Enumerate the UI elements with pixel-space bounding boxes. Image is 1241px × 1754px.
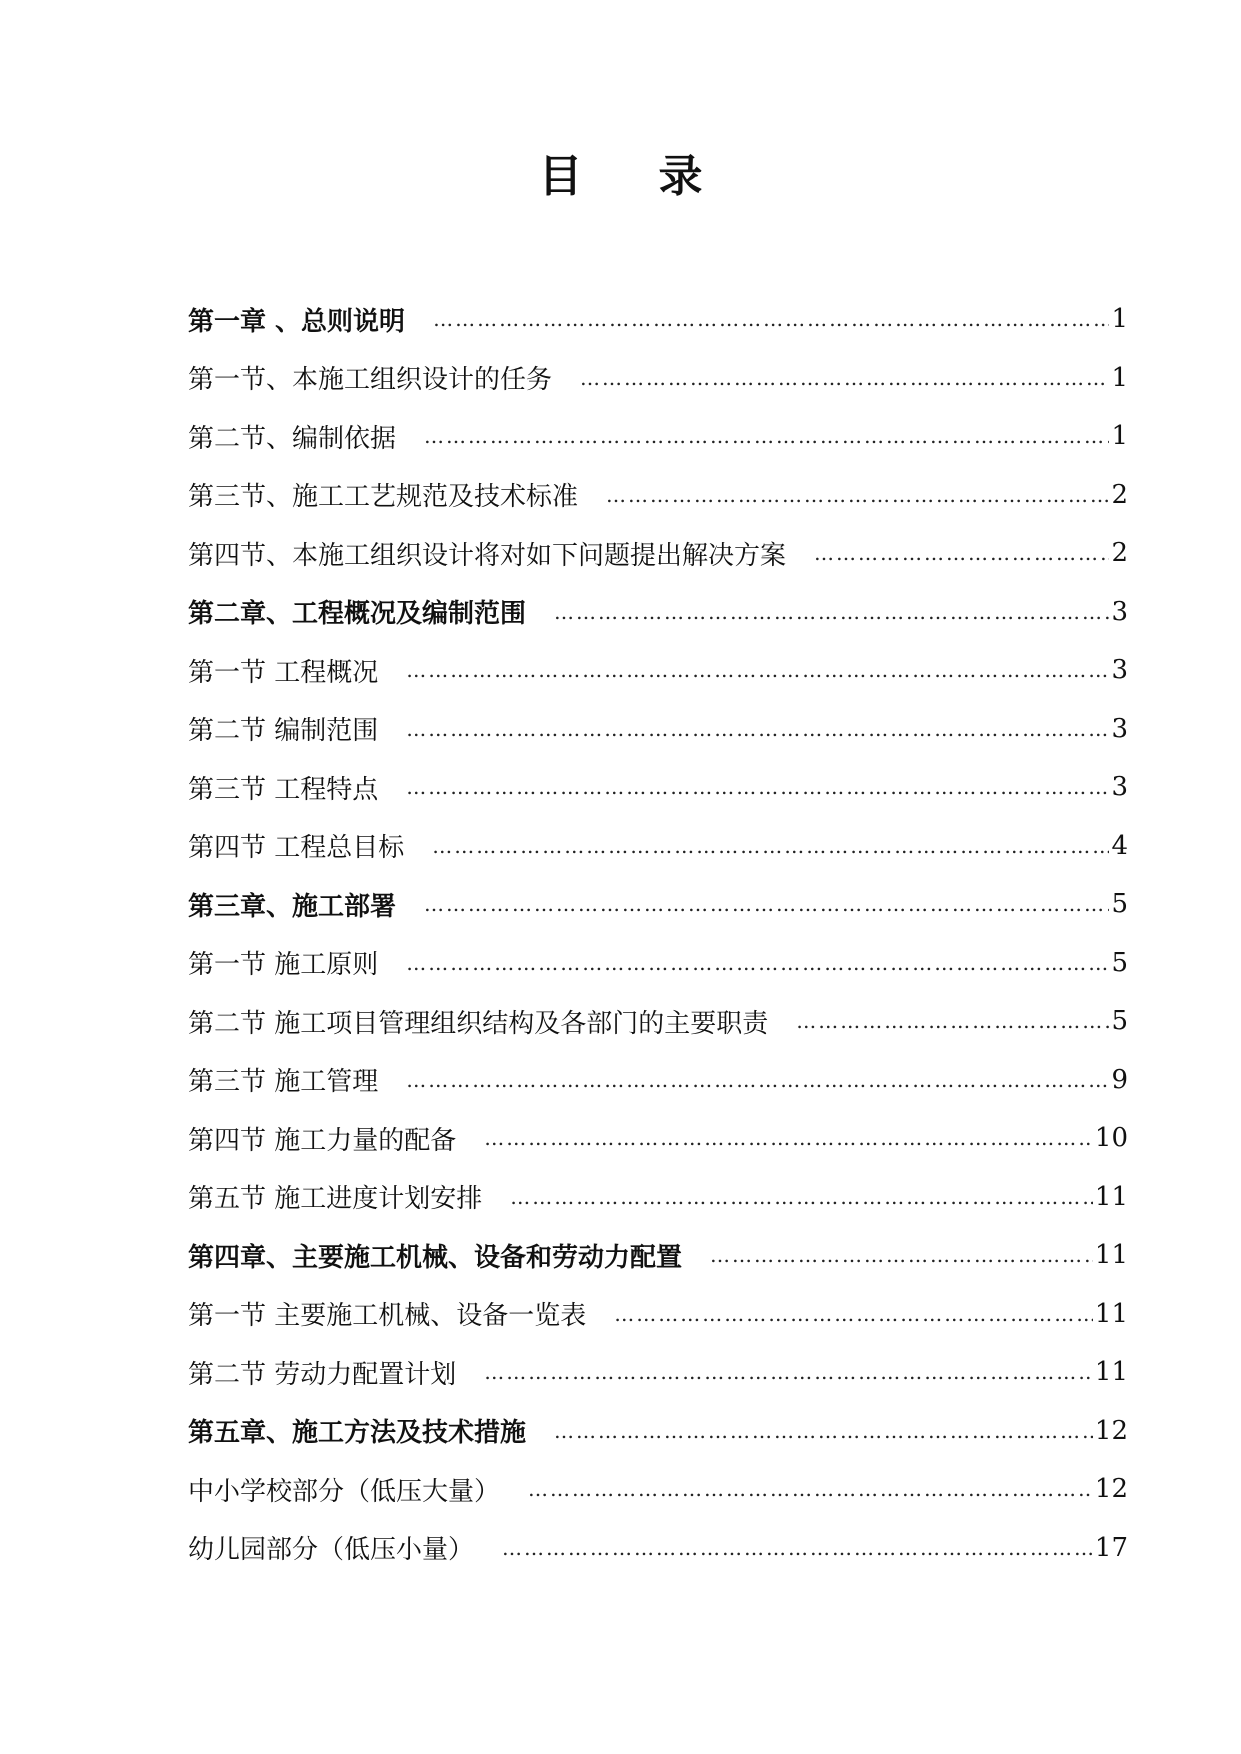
toc-entry[interactable] [188, 934, 1128, 993]
toc-page-number: 11 [1094, 1181, 1128, 1212]
toc-page-number: 11 [1094, 1240, 1128, 1271]
toc-page-number: 2 [1111, 538, 1128, 569]
dot-leader [580, 365, 1109, 391]
toc-label: 第一节 主要施工机械、设备一览表 [188, 1301, 587, 1332]
toc-page-number: 12 [1094, 1415, 1128, 1446]
title-char-1: 目 [538, 151, 583, 202]
toc-label: 第一节 施工原则 [188, 950, 379, 981]
dot-leader [424, 423, 1109, 449]
toc-label: 第四节 工程总目标 [188, 833, 405, 864]
dot-leader [510, 1184, 1093, 1210]
toc-label: 第二节、编制依据 [188, 423, 397, 454]
toc-entry[interactable] [188, 1519, 1128, 1578]
dot-leader [484, 1359, 1093, 1385]
toc-page-number: 3 [1111, 655, 1128, 686]
toc-entry[interactable] [188, 641, 1128, 700]
dot-leader [710, 1242, 1093, 1268]
dot-leader [406, 950, 1109, 976]
toc-entry-chapter-3[interactable] [188, 875, 1128, 934]
toc-page-number: 17 [1094, 1532, 1128, 1563]
toc-page-number: 1 [1111, 304, 1128, 335]
toc-entry[interactable] [188, 1460, 1128, 1519]
toc-label: 第三节 工程特点 [188, 774, 379, 805]
dot-leader [406, 716, 1109, 742]
toc-label: 第五节 施工进度计划安排 [188, 1184, 483, 1215]
toc-label: 幼儿园部分（低压小量） [188, 1535, 475, 1566]
toc-entry[interactable] [188, 524, 1128, 583]
dot-leader [528, 1476, 1093, 1502]
toc-label: 第二节 编制范围 [188, 716, 379, 747]
toc-entry[interactable] [188, 1109, 1128, 1168]
dot-leader [424, 891, 1109, 917]
toc-label: 第四节 施工力量的配备 [188, 1125, 457, 1156]
dot-leader [406, 774, 1109, 800]
toc-page-number: 4 [1111, 830, 1128, 861]
toc-page-number: 5 [1111, 889, 1128, 920]
toc-entry-chapter-4[interactable] [188, 1226, 1128, 1285]
toc-entry-chapter-5[interactable] [188, 1402, 1128, 1461]
toc-label: 第二章、工程概况及编制范围 [188, 599, 527, 630]
toc-entry[interactable] [188, 1168, 1128, 1227]
toc-entry-chapter-1[interactable] [188, 290, 1128, 349]
toc-entry[interactable] [188, 407, 1128, 466]
toc-page-number: 1 [1111, 362, 1128, 393]
toc-entry[interactable] [188, 1343, 1128, 1402]
toc-page-number: 10 [1094, 1123, 1128, 1154]
dot-leader [484, 1125, 1093, 1151]
toc-label: 第三节 施工管理 [188, 1067, 379, 1098]
toc-page-number: 5 [1111, 1006, 1128, 1037]
toc-label: 第二节 劳动力配置计划 [188, 1359, 457, 1390]
toc-label: 中小学校部分（低压大量） [188, 1476, 501, 1507]
toc-entry[interactable] [188, 1285, 1128, 1344]
toc-label: 第四节、本施工组织设计将对如下问题提出解决方案 [188, 540, 787, 571]
dot-leader [554, 1418, 1093, 1444]
title-char-2: 录 [658, 151, 703, 202]
toc-page-number: 12 [1094, 1474, 1128, 1505]
dot-leader [814, 540, 1109, 566]
dot-leader [432, 833, 1109, 859]
toc-page-number: 5 [1111, 947, 1128, 978]
dot-leader [796, 1008, 1109, 1034]
toc-page-number: 11 [1094, 1357, 1128, 1388]
table-of-contents [188, 290, 1128, 1577]
toc-label: 第三节、施工工艺规范及技术标准 [188, 482, 579, 513]
toc-entry[interactable] [188, 758, 1128, 817]
toc-entry[interactable] [188, 817, 1128, 876]
toc-entry[interactable] [188, 1051, 1128, 1110]
toc-entry-chapter-2[interactable] [188, 583, 1128, 642]
toc-entry[interactable] [188, 700, 1128, 759]
toc-entry[interactable] [188, 466, 1128, 525]
toc-page-number: 2 [1111, 479, 1128, 510]
toc-page-number: 1 [1111, 421, 1128, 452]
dot-leader [614, 1301, 1093, 1327]
toc-label: 第一节 工程概况 [188, 657, 379, 688]
toc-page-number: 3 [1111, 713, 1128, 744]
toc-label: 第三章、施工部署 [188, 891, 397, 922]
dot-leader [406, 1067, 1109, 1093]
dot-leader [502, 1535, 1093, 1561]
toc-page-number: 9 [1111, 1064, 1128, 1095]
dot-leader [433, 306, 1109, 332]
dot-leader [406, 657, 1109, 683]
toc-label: 第四章、主要施工机械、设备和劳动力配置 [188, 1242, 683, 1273]
toc-entry[interactable] [188, 992, 1128, 1051]
toc-label: 第二节 施工项目管理组织结构及各部门的主要职责 [188, 1008, 769, 1039]
toc-label: 第一章 、总则说明 [188, 306, 406, 337]
toc-page-number: 3 [1111, 772, 1128, 803]
toc-entry[interactable] [188, 349, 1128, 408]
page-title [0, 140, 1241, 204]
toc-page-number: 3 [1111, 596, 1128, 627]
toc-page-number: 11 [1094, 1298, 1128, 1329]
dot-leader [554, 599, 1109, 625]
toc-label: 第一节、本施工组织设计的任务 [188, 365, 553, 396]
dot-leader [606, 482, 1109, 508]
toc-label: 第五章、施工方法及技术措施 [188, 1418, 527, 1449]
